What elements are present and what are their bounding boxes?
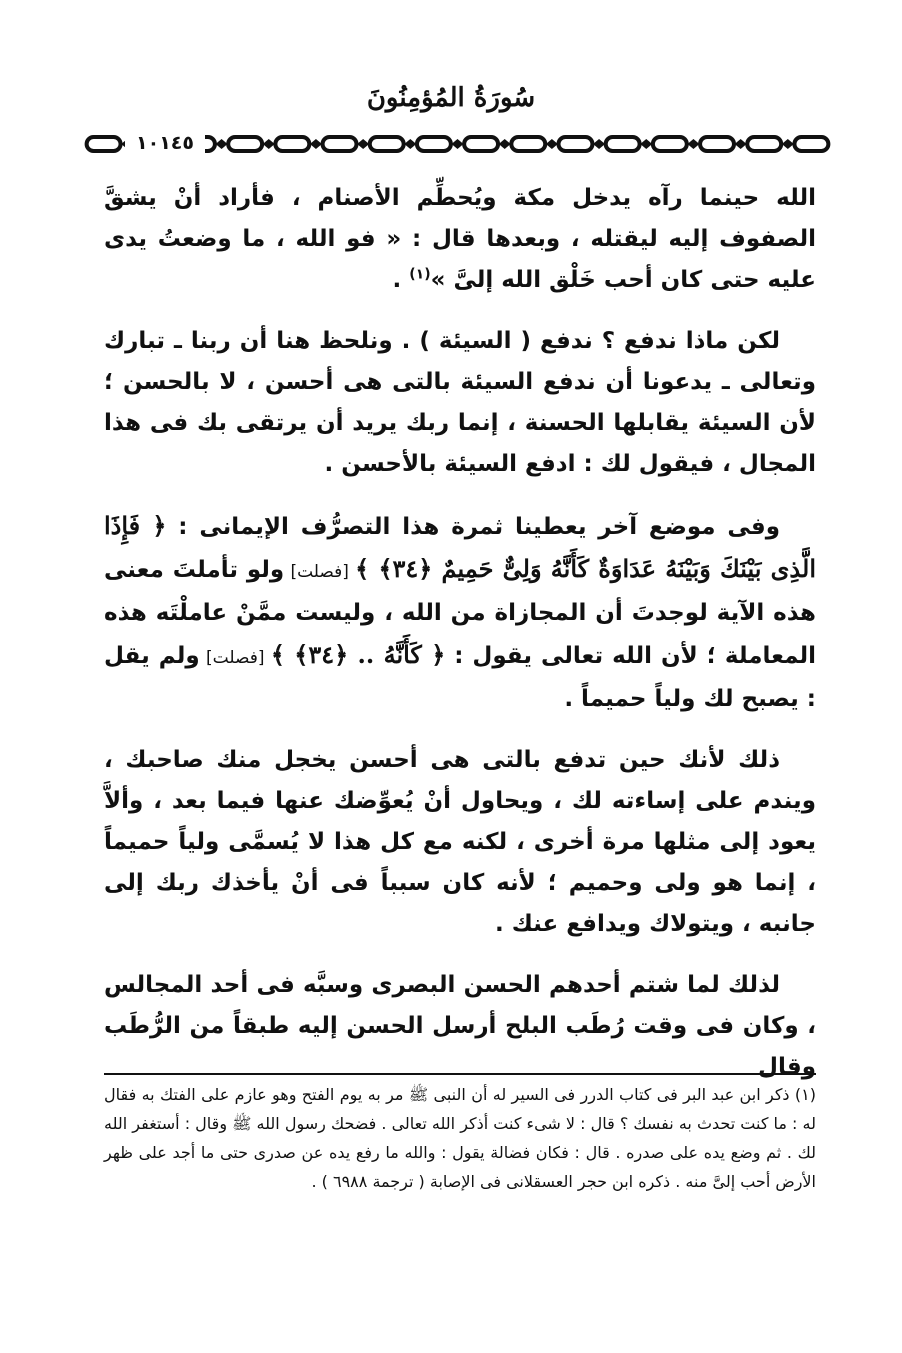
- paragraph-5: لذلك لما شتم أحدهم الحسن البصرى وسبَّه فى أحد المجالس ، وكان فى وقت رُطَب البلح أرسل الحسن إليه طبقاً من الرُّطَب وقال: [104, 972, 816, 1080]
- ornament-diamond: [310, 139, 322, 149]
- quran-verse-1: ﴿ فَإِذَا الَّذِى بَيْنَكَ وَبَيْنَهُ عَدَاوَةٌ كَأَنَّهُ وَلِىٌّ حَمِيمٌ ﴿٣٤﴾ ﴾: [104, 511, 817, 583]
- ornament-link: [606, 137, 640, 151]
- paragraph-1-end: .: [392, 267, 410, 293]
- ornament-diamond: [546, 139, 558, 149]
- paragraph-4: ذلك لأنك حين تدفع بالتى هى أحسن يخجل منك صاحبك ، ويندم على إساءته لك ، ويحاول أنْ يُعوِّضك عنها فيما بعد ، وألاَّ يعود إلى مثلها مرة أخرى ، لكنه مع كل هذا لا يُسمَّى ولياً حميماً ، إنما هو ولى وحميم ؛ لأنه كان سبباً فى أنْ يأخذك ربك إلى جانبه ، ويتولاك ويدافع عنك .: [104, 747, 816, 937]
- ornament-diamond: [357, 139, 369, 149]
- ornament-diamond: [452, 139, 464, 149]
- main-text: [104, 178, 816, 1108]
- ornament-diamond: [263, 139, 275, 149]
- footnote-divider: [104, 1073, 816, 1075]
- ornament-link: [511, 137, 545, 151]
- paragraph-3-text-b: ولو تأملتَ معنى هذه الآية لوجدتَ أن المجازاة من الله ، وليست ممَّنْ عاملْتَه هذه المعاملة ؛ لأن الله تعالى يقول :: [104, 557, 817, 669]
- ornament-link: [275, 137, 309, 151]
- ornament-link: [558, 137, 592, 151]
- ornament-link: [370, 137, 404, 151]
- ornament-diamond: [687, 139, 699, 149]
- surah-reference-2: [فصلت]: [199, 648, 271, 668]
- ornament-diamond: [499, 139, 511, 149]
- footnote-marker: (١): [409, 266, 431, 283]
- ornament-diamond: [735, 139, 747, 149]
- paragraph-1: [104, 178, 816, 301]
- ornament-link: [87, 137, 121, 151]
- ornament-diamond: [782, 139, 794, 149]
- footnote: (١) ذكر ابن عبد البر فى كتاب الدرر فى السير له أن النبى ﷺ مر به يوم الفتح وهو عازم على الفتك به فقال له : ما كنت تحدث به نفسك ؟ قال : لا شىء كنت أذكر الله تعالى . فضحك رسول الله ﷺ وقال : أستغفر الله لك . ثم وضع يده على صدره . قال : فكان فضالة يقول : والله ما رفع يده عن صدرى حتى ما أجد على ظهر الأرض أحب إلىَّ منه . ذكره ابن حجر العسقلانى فى الإصابة ( ترجمة ٦٩٨٨ ) .: [104, 1085, 816, 1191]
- paragraph-3-text-c: ولم يقل : يصبح لك ولياً حميماً .: [104, 643, 816, 712]
- ornament-link: [653, 137, 687, 151]
- paragraph-2: لكن ماذا ندفع ؟ ندفع ( السيئة ) . ونلحظ هنا أن ربنا ـ تبارك وتعالى ـ يدعونا أن ندفع السيئة بالتى هى أحسن ، لا بالحسن ؛ لأن السيئة يقابلها الحسنة ، إنما ربك يريد أن يرتقى بك فى هذا المجال ، فيقول لك : ادفع السيئة بالأحسن .: [104, 328, 816, 477]
- quran-verse-2: ﴿ كَأَنَّهُ .. ﴿٣٤﴾ ﴾: [270, 640, 446, 669]
- paragraph-3-text-a: وفى موضع آخر يعطينا ثمرة هذا التصرُّف الإيمانى :: [166, 514, 781, 540]
- ornament-link: [323, 137, 357, 151]
- paragraph-1-text: الله حينما رآه يدخل مكة ويُحطِّم الأصنام ، فأراد أنْ يشقَّ الصفوف إليه ليقتله ، وبعدها قال : « فو الله ، ما وضعتُ يدى عليه حتى كان أحب خَلْق الله إلىَّ »: [104, 185, 816, 293]
- page-number: ١٠١٤٥: [125, 130, 205, 156]
- ornament-diamond: [640, 139, 652, 149]
- ornament-link: [464, 137, 498, 151]
- ornament-diamond: [404, 139, 416, 149]
- paragraph-3: [104, 505, 816, 720]
- ornament-diamond: [593, 139, 605, 149]
- ornament-diamond: [216, 139, 228, 149]
- ornament-link: [747, 137, 781, 151]
- surah-title: سُورَةُ المُؤمِنُونَ: [366, 83, 536, 113]
- surah-reference-1: [فصلت]: [284, 562, 356, 582]
- ornament-link: [417, 137, 451, 151]
- ornament-link: [794, 137, 828, 151]
- ornament-link: [700, 137, 734, 151]
- ornament-link: [228, 137, 262, 151]
